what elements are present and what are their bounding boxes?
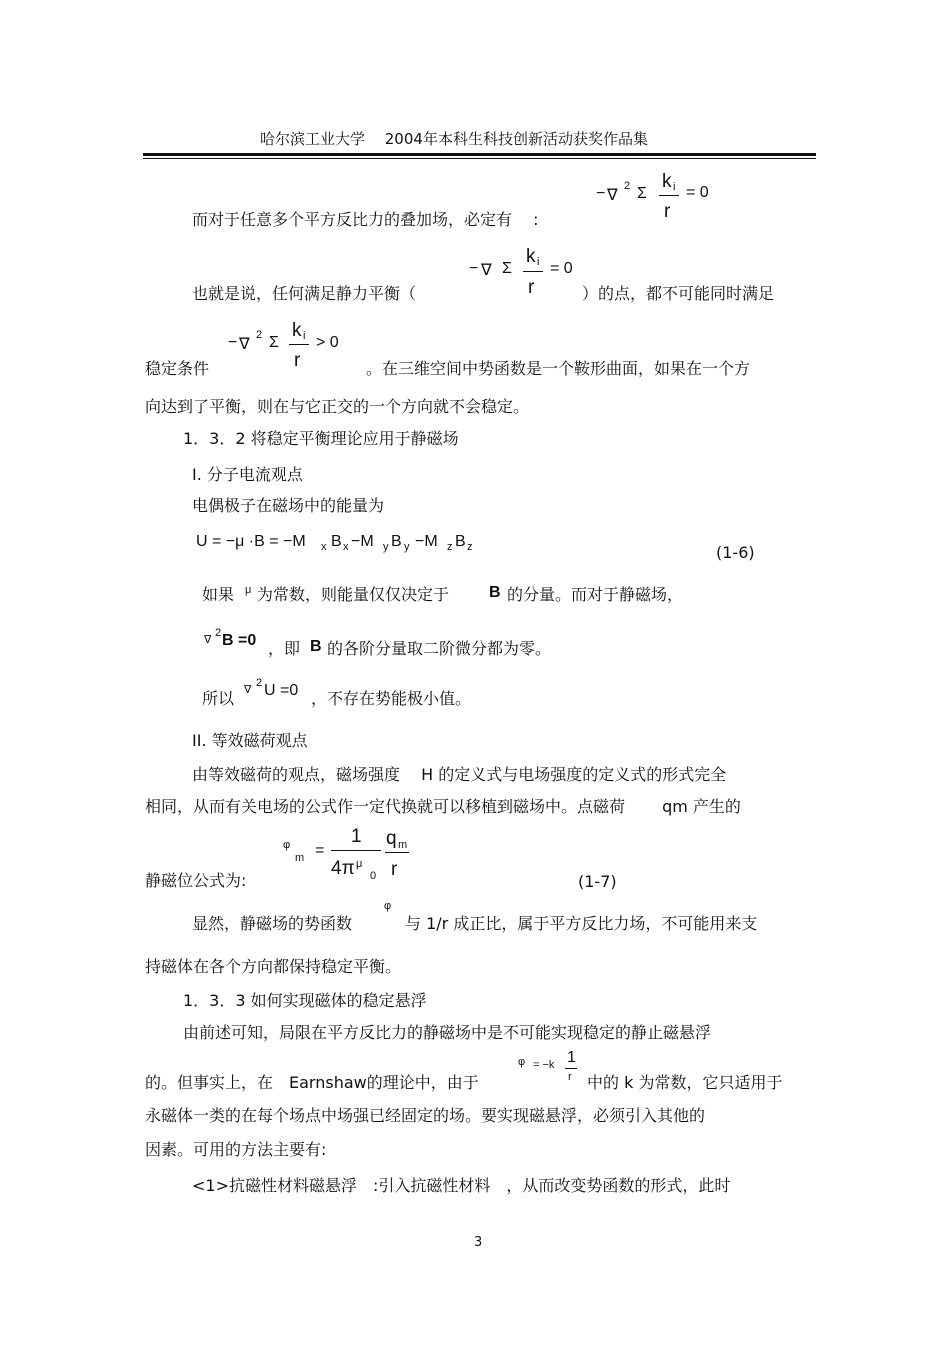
fraction-bar [523, 271, 543, 272]
symbol-B-bold: B [489, 584, 501, 601]
paragraph-orthogonal: 向达到了平衡，则在与它正交的一个方向就不会稳定。 [145, 397, 530, 416]
section-1-3-3-heading: 1．3．3 如何实现磁体的稳定悬浮 [183, 991, 427, 1010]
paragraph-obviously-a: 显然，静磁场的势函数 [192, 914, 353, 933]
paragraph-potential-formula: 静磁位公式为: [145, 871, 247, 890]
header-title: 哈尔滨工业大学 2004年本科生科技创新活动获奖作品集 [260, 130, 648, 148]
paragraph-earnshaw-a: 的。但事实上，在 Earnshaw的理论中，由于 [145, 1073, 479, 1092]
paragraph-equivalent-charge-2: 相同，从而有关电场的公式作一定代换就可以移植到磁场中。点磁荷 qm 产生的 [145, 797, 741, 816]
paragraph-if-mu-a: 如果 [202, 585, 235, 604]
equation-number-1-6: (1-6) [716, 543, 755, 562]
symbol-B-bold-2: B [310, 638, 322, 655]
paragraph-from-above: 由前述可知，局限在平方反比力的静磁场中是不可能实现稳定的静止磁悬浮 [183, 1023, 712, 1042]
paragraph-B-derivatives-b: 的各阶分量取二阶微分都为零。 [327, 639, 552, 658]
fraction-bar [289, 344, 309, 345]
paragraph-static-equilibrium-a: 也就是说，任何满足静力平衡（ [192, 284, 417, 303]
symbol-phi: φ [384, 900, 392, 912]
paragraph-if-mu-b: 为常数，则能量仅仅决定于 [257, 585, 450, 604]
paragraph-equivalent-charge-1: 由等效磁荷的观点，磁场强度 H 的定义式与电场强度的定义式的形式完全 [192, 765, 727, 784]
fraction-bar [659, 195, 679, 196]
document-page: 哈尔滨工业大学 2004年本科生科技创新活动获奖作品集 − ∇ 2 Σ k i r = 0 而对于任意多个平方反比力的叠加场，必定有 : − ∇ Σ k i r = 0 也就是说，任何满足静力平衡（ ）的点，都不可能同时满足 − ∇ 2 Σ k i r > 0 稳定条件 。在三维空间中势函数是一个鞍形曲面，如果在一个方 向达到了平衡，则在与它正交的一个方向就不会稳定。 1．3．2 将稳定平衡理论应用于静磁场 I. 分子电流观点 电偶极子在磁场中的能量为 U = −μ ·B = −M x B x −M y B y −M z B z (1-6) 如果 μ 为常数，则能量仅仅决定于 B 的分量。而对于静磁场， ∇ 2 B =0 ，即 B 的各阶分量取二阶微分都为零。 所以 ∇ 2 U =0 ，不存在势能极小值。 II. 等效磁荷观点 由等效磁荷的观点，磁场强度 H 的定义式与电场强度的定义式的形式完全 相同，从而有关电场的公式作一定代换就可以移植到磁场中。点磁荷 qm 产生的 φ m = 1 4π μ 0 q m r 静磁位公式为: (1-7) 显然，静磁场的势函数 φ 与 1/r 成正比，属于平方反比力场，不可能用来支 持磁体在各个方向都保持稳定平衡。 1．3．3 如何实现磁体的稳定悬浮 由前述可知，局限在平方反比力的静磁场中是不可能实现稳定的静止磁悬浮 的。但事实上，在 Earnshaw的理论中，由于 φ = −k 1 r 中的 k 为常数，它只适用于 永磁体一类的在每个场点中场强已经固定的场。要实现磁悬浮，必须引入其他的 因素。可用的方法主要有: <1>抗磁性材料磁悬浮 :引入抗磁性材料 ，从而改变势函数的形式，此时 3 [0, 0, 950, 1345]
equation-number-1-7: (1-7) [578, 872, 617, 891]
paragraph-stability-b: 。在三维空间中势函数是一个鞍形曲面，如果在一个方 [366, 359, 751, 378]
paragraph-static-equilibrium-b: ）的点，都不可能同时满足 [582, 284, 775, 303]
paragraph-so-b: ，不存在势能极小值。 [311, 689, 472, 708]
header-rule-thick [143, 153, 816, 156]
paragraph-dipole-energy: 电偶极子在磁场中的能量为 [192, 496, 385, 515]
fraction-bar [565, 1068, 577, 1069]
paragraph-so-a: 所以 [202, 689, 235, 708]
paragraph-superposition: 而对于任意多个平方反比力的叠加场，必定有 : [192, 210, 539, 229]
header-rule-thin [143, 158, 816, 159]
fraction-bar [331, 850, 381, 851]
paragraph-methods: 因素。可用的方法主要有: [145, 1140, 327, 1159]
paragraph-permanent-magnet: 永磁体一类的在每个场点中场强已经固定的场。要实现磁悬浮，必须引入其他的 [145, 1106, 706, 1125]
symbol-mu: μ [245, 584, 252, 596]
paragraph-earnshaw-b: 中的 k 为常数，它只适用于 [587, 1073, 783, 1092]
section-1-3-2-heading: 1．3．2 将稳定平衡理论应用于静磁场 [183, 429, 459, 448]
paragraph-if-mu-c: 的分量。而对于静磁场， [507, 585, 684, 604]
paragraph-support-magnet: 持磁体在各个方向都保持稳定平衡。 [145, 957, 402, 976]
subsection-i-heading: I. 分子电流观点 [192, 465, 303, 484]
paragraph-B-derivatives-a: ，即 [268, 639, 301, 658]
paragraph-obviously-b: 与 1/r 成正比，属于平方反比力场，不可能用来支 [405, 914, 758, 933]
paragraph-stability-a: 稳定条件 [145, 359, 210, 378]
subsection-ii-heading: II. 等效磁荷观点 [192, 731, 308, 750]
paragraph-diamagnetic: <1>抗磁性材料磁悬浮 :引入抗磁性材料 ，从而改变势函数的形式，此时 [192, 1176, 731, 1195]
fraction-bar [385, 852, 409, 853]
page-number: 3 [474, 1235, 483, 1250]
